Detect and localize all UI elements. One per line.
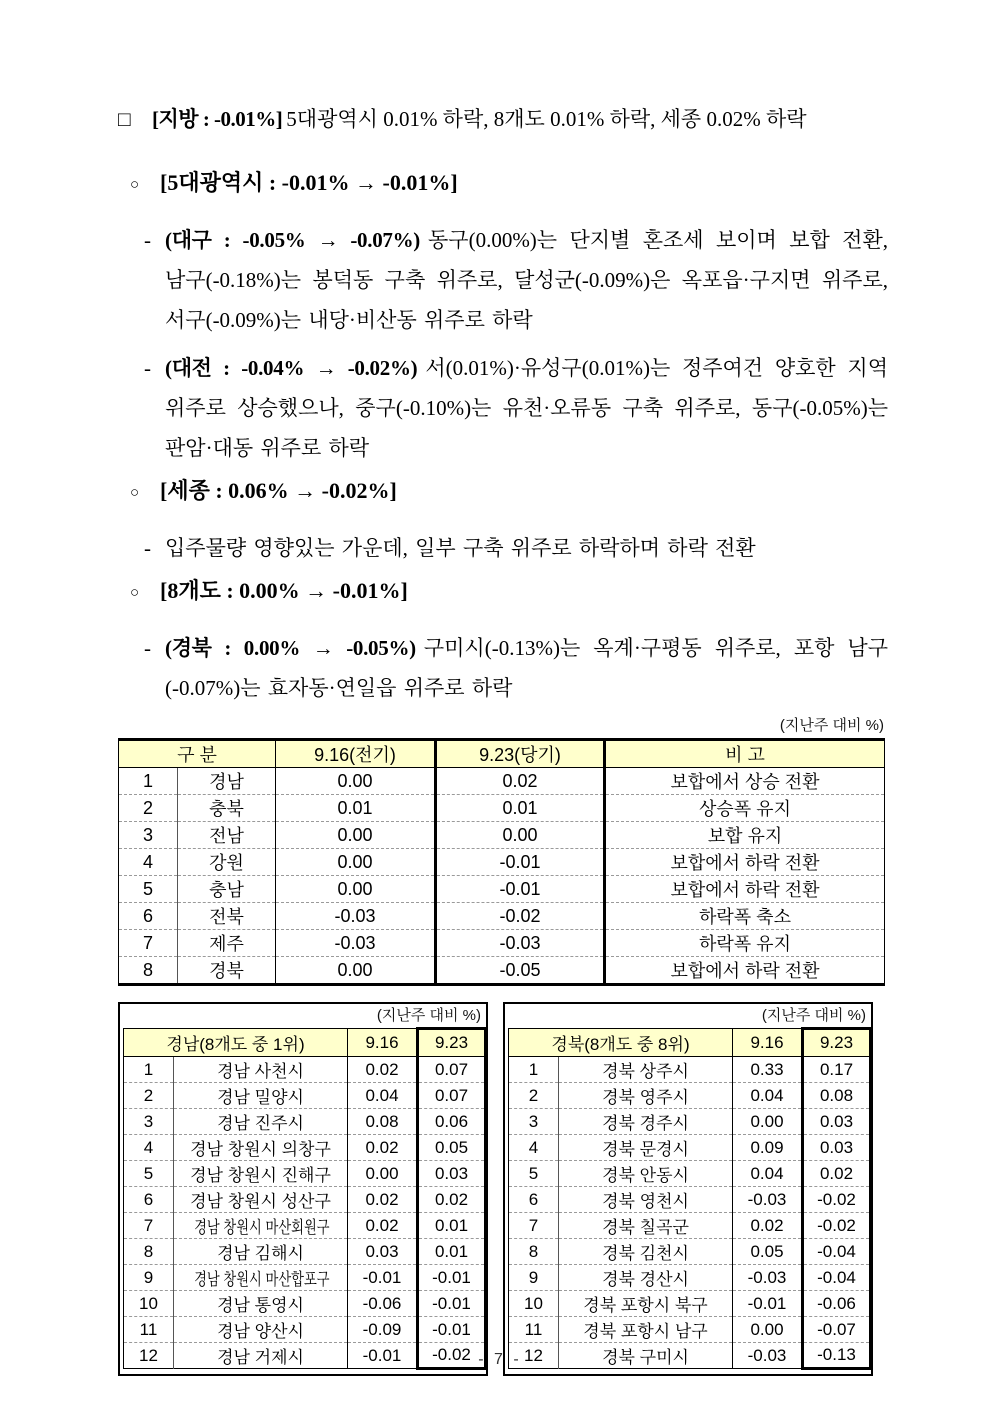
rank-cell-region <box>559 1135 733 1161</box>
summary-row <box>119 768 885 795</box>
square-bullet-icon: □ <box>118 107 131 131</box>
rank-cell-prev: 0.02 <box>348 1135 418 1161</box>
rank-cell-rank: 4 <box>509 1135 559 1161</box>
unit-note-gyeongbuk: (지난주 대비 %) <box>761 1007 866 1024</box>
rank-cell-region-text: 경남 창원시 마산회원구 <box>194 1218 330 1237</box>
rank-cell-region-text: 경북 경주시 <box>602 1114 689 1133</box>
rank-cell-rank: 5 <box>509 1161 559 1187</box>
rank-cell-region-text: 경북 안동시 <box>602 1166 689 1185</box>
rank-cell-region-text: 경남 진주시 <box>217 1114 304 1133</box>
rank-cell-prev: -0.01 <box>348 1343 418 1369</box>
rank-cell-rank: 7 <box>124 1213 174 1239</box>
rank-cell-curr: -0.01 <box>418 1291 486 1317</box>
rank-cell-curr: 0.03 <box>803 1135 871 1161</box>
summary-cell-prev: -0.03 <box>276 903 436 930</box>
summary-cell-remark: 상승폭 유지 <box>605 795 885 822</box>
rank-cell-region <box>559 1265 733 1291</box>
rank-cell-rank: 2 <box>124 1083 174 1109</box>
rank-cell-rank: 4 <box>124 1135 174 1161</box>
rank-row <box>509 1291 871 1317</box>
summary-cell-remark: 하락폭 축소 <box>605 903 885 930</box>
rank-row <box>509 1239 871 1265</box>
rank-cell-region <box>174 1187 348 1213</box>
rank-cell-rank: 9 <box>509 1265 559 1291</box>
rank-header-curr: 9.23 <box>418 1029 486 1057</box>
rank-header-title: 경남(8개도 중 1위) <box>124 1029 348 1057</box>
rank-cell-curr: 0.08 <box>803 1083 871 1109</box>
summary-cell-region: 경남 <box>178 768 276 795</box>
rank-row <box>509 1187 871 1213</box>
rank-cell-curr: 0.03 <box>418 1161 486 1187</box>
rank-cell-rank: 8 <box>509 1239 559 1265</box>
rank-cell-region-text: 경북 구미시 <box>602 1348 689 1367</box>
bullet-5metro <box>118 168 888 198</box>
rank-header-row <box>509 1029 871 1057</box>
summary-row <box>119 795 885 822</box>
rank-cell-region-text: 경북 영천시 <box>602 1192 689 1211</box>
unit-note-summary: (지난주 대비 %) <box>779 717 884 734</box>
summary-cell-curr: -0.01 <box>436 849 605 876</box>
bullet-daejeon-text: 서(0.01%)·유성구(0.01%)는 정주여건 양호한 지역 위주로 상승했으나, 중구(-0.10%)는 유천·오류동 구축 위주로, 동구(-0.05%)는 판암·대동 위주로 하락 <box>165 356 888 460</box>
summary-row <box>119 957 885 985</box>
rank-cell-prev: 0.04 <box>348 1083 418 1109</box>
summary-header-prev: 9.16(전기) <box>276 740 436 768</box>
rank-row <box>509 1135 871 1161</box>
rank-cell-curr: -0.04 <box>803 1239 871 1265</box>
rank-cell-region <box>559 1161 733 1187</box>
rank-row <box>124 1317 486 1343</box>
summary-cell-prev: 0.00 <box>276 768 436 795</box>
rank-cell-region <box>559 1187 733 1213</box>
summary-cell-prev: 0.01 <box>276 795 436 822</box>
rank-table-gyeongnam-body <box>124 1057 486 1369</box>
summary-cell-rank: 3 <box>119 822 178 849</box>
rank-cell-region <box>174 1265 348 1291</box>
summary-row <box>119 849 885 876</box>
summary-cell-curr: -0.03 <box>436 930 605 957</box>
summary-cell-curr: -0.01 <box>436 876 605 903</box>
rank-cell-prev: -0.01 <box>733 1291 803 1317</box>
rank-cell-rank: 12 <box>124 1343 174 1369</box>
rank-cell-curr: 0.07 <box>418 1083 486 1109</box>
rank-cell-region <box>559 1083 733 1109</box>
summary-table <box>118 738 885 986</box>
rank-row <box>124 1135 486 1161</box>
rank-cell-region-text: 경북 포항시 남구 <box>583 1322 708 1341</box>
rank-cell-curr: -0.07 <box>803 1317 871 1343</box>
rank-header-prev: 9.16 <box>348 1029 418 1057</box>
rank-cell-rank: 9 <box>124 1265 174 1291</box>
rank-box-gyeongnam <box>118 1002 488 1376</box>
bullet-8provinces-text: [8개도 : 0.00% → -0.01%] <box>160 578 408 603</box>
bullet-daegu-lead: (대구 : -0.05% → -0.07%) <box>165 228 420 252</box>
rank-table-gyeongnam-header <box>124 1029 486 1057</box>
rank-cell-region-text: 경남 창원시 성산구 <box>190 1192 331 1211</box>
rank-cell-prev: 0.05 <box>733 1239 803 1265</box>
rank-cell-rank: 5 <box>124 1161 174 1187</box>
rank-table-gyeongbuk-header <box>509 1029 871 1057</box>
summary-cell-remark: 보합에서 상승 전환 <box>605 768 885 795</box>
summary-cell-region: 전북 <box>178 903 276 930</box>
rank-row <box>509 1161 871 1187</box>
summary-cell-remark: 하락폭 유지 <box>605 930 885 957</box>
bullet-daejeon <box>118 348 888 468</box>
rank-cell-prev: -0.01 <box>348 1265 418 1291</box>
bullet-8provinces <box>118 576 888 606</box>
summary-header-remark: 비 고 <box>605 740 885 768</box>
summary-cell-remark: 보합에서 하락 전환 <box>605 876 885 903</box>
summary-header-row <box>119 740 885 768</box>
rank-cell-prev: 0.00 <box>733 1317 803 1343</box>
rank-cell-region <box>559 1057 733 1083</box>
bullet-gyeongbuk <box>118 628 888 708</box>
rank-cell-curr: 0.01 <box>418 1239 486 1265</box>
rank-cell-rank: 8 <box>124 1239 174 1265</box>
rank-cell-curr: -0.01 <box>418 1265 486 1291</box>
bullet-sejong-detail <box>118 528 888 568</box>
rank-cell-rank: 11 <box>124 1317 174 1343</box>
summary-cell-rank: 2 <box>119 795 178 822</box>
rank-cell-prev: -0.03 <box>733 1343 803 1369</box>
summary-cell-rank: 8 <box>119 957 178 985</box>
rank-cell-region-text: 경북 경산시 <box>602 1270 689 1289</box>
rank-cell-prev: 0.33 <box>733 1057 803 1083</box>
bullet-gyeongbuk-lead: (경북 : 0.00% → -0.05%) <box>165 636 416 660</box>
rank-cell-region <box>174 1317 348 1343</box>
summary-header-curr: 9.23(당기) <box>436 740 605 768</box>
rank-cell-prev: 0.02 <box>733 1213 803 1239</box>
dash-bullet-icon: - <box>144 356 151 380</box>
rank-cell-region-text: 경남 통영시 <box>217 1296 304 1315</box>
rank-cell-region <box>174 1213 348 1239</box>
summary-row <box>119 876 885 903</box>
summary-cell-remark: 보합에서 하락 전환 <box>605 849 885 876</box>
rank-cell-prev: 0.00 <box>348 1161 418 1187</box>
rank-cell-region-text: 경북 칠곡군 <box>602 1218 689 1237</box>
rank-cell-prev: 0.02 <box>348 1187 418 1213</box>
rank-cell-prev: 0.02 <box>348 1057 418 1083</box>
rank-cell-prev: 0.08 <box>348 1109 418 1135</box>
bullet-sejong-detail-text: 입주물량 영향있는 가운데, 일부 구축 위주로 하락하며 하락 전환 <box>165 536 756 560</box>
rank-row <box>124 1057 486 1083</box>
rank-cell-curr: 0.03 <box>803 1109 871 1135</box>
rank-cell-rank: 3 <box>509 1109 559 1135</box>
bullet-daegu <box>118 220 888 340</box>
rank-tables-row <box>118 1002 884 1376</box>
summary-cell-region: 강원 <box>178 849 276 876</box>
rank-cell-region <box>559 1109 733 1135</box>
circle-bullet-icon: ○ <box>130 585 140 601</box>
rank-cell-rank: 6 <box>124 1187 174 1213</box>
rank-cell-region <box>559 1213 733 1239</box>
rank-table-gyeongbuk <box>508 1027 872 1370</box>
rank-cell-rank: 3 <box>124 1109 174 1135</box>
page-number: - 7 - <box>478 1351 522 1368</box>
rank-cell-rank: 2 <box>509 1083 559 1109</box>
rank-cell-region-text: 경남 김해시 <box>217 1244 304 1263</box>
summary-cell-prev: 0.00 <box>276 849 436 876</box>
heading-region-rest: 5대광역시 0.01% 하락, 8개도 0.01% 하락, 세종 0.02% 하락 <box>286 107 807 131</box>
rank-header-curr: 9.23 <box>803 1029 871 1057</box>
rank-cell-region-text: 경남 사천시 <box>217 1062 304 1081</box>
rank-cell-region-text: 경북 상주시 <box>602 1062 689 1081</box>
summary-cell-prev: 0.00 <box>276 822 436 849</box>
dash-bullet-icon: - <box>144 536 151 560</box>
rank-cell-region <box>174 1083 348 1109</box>
summary-table-body <box>119 768 885 985</box>
rank-row <box>124 1239 486 1265</box>
bullet-sejong-text: [세종 : 0.06% → -0.02%] <box>160 478 397 503</box>
rank-cell-prev: 0.04 <box>733 1083 803 1109</box>
summary-cell-curr: 0.02 <box>436 768 605 795</box>
heading-region <box>118 104 888 134</box>
rank-row <box>124 1187 486 1213</box>
summary-cell-region: 충남 <box>178 876 276 903</box>
summary-cell-rank: 6 <box>119 903 178 930</box>
summary-table-header <box>119 740 885 768</box>
summary-row <box>119 930 885 957</box>
summary-cell-remark: 보합에서 하락 전환 <box>605 957 885 985</box>
summary-cell-remark: 보합 유지 <box>605 822 885 849</box>
summary-cell-rank: 4 <box>119 849 178 876</box>
rank-cell-rank: 10 <box>509 1291 559 1317</box>
rank-cell-region-text: 경북 김천시 <box>602 1244 689 1263</box>
rank-cell-rank: 7 <box>509 1213 559 1239</box>
rank-cell-prev: -0.03 <box>733 1265 803 1291</box>
rank-cell-region <box>174 1109 348 1135</box>
rank-cell-curr: 0.06 <box>418 1109 486 1135</box>
rank-cell-prev: -0.03 <box>733 1187 803 1213</box>
summary-cell-region: 제주 <box>178 930 276 957</box>
rank-cell-region <box>174 1135 348 1161</box>
bullet-daejeon-lead: (대전 : -0.04% → -0.02%) <box>165 356 418 380</box>
rank-cell-curr: -0.01 <box>418 1317 486 1343</box>
rank-row <box>124 1083 486 1109</box>
bullet-gyeongbuk-text: 구미시(-0.13%)는 옥계·구평동 위주로, 포항 남구(-0.07%)는 효자동·연일읍 위주로 하락 <box>165 636 889 700</box>
rank-cell-region <box>559 1239 733 1265</box>
rank-cell-prev: -0.06 <box>348 1291 418 1317</box>
summary-row <box>119 822 885 849</box>
rank-row <box>509 1265 871 1291</box>
summary-cell-curr: 0.00 <box>436 822 605 849</box>
rank-row <box>124 1109 486 1135</box>
rank-cell-region <box>174 1161 348 1187</box>
bullet-sejong <box>118 476 888 506</box>
dash-bullet-icon: - <box>144 228 151 252</box>
rank-cell-curr: 0.17 <box>803 1057 871 1083</box>
rank-table-gyeongbuk-body <box>509 1057 871 1369</box>
rank-row <box>124 1161 486 1187</box>
rank-cell-prev: -0.09 <box>348 1317 418 1343</box>
summary-cell-prev: -0.03 <box>276 930 436 957</box>
rank-cell-rank: 10 <box>124 1291 174 1317</box>
rank-row <box>124 1213 486 1239</box>
bullet-5metro-text: [5대광역시 : -0.01% → -0.01%] <box>160 170 458 195</box>
rank-cell-region <box>174 1239 348 1265</box>
rank-cell-prev: 0.00 <box>733 1109 803 1135</box>
heading-region-bold: [지방 : -0.01%] <box>152 107 283 131</box>
rank-row <box>509 1213 871 1239</box>
circle-bullet-icon: ○ <box>130 485 140 501</box>
rank-header-title: 경북(8개도 중 8위) <box>509 1029 733 1057</box>
rank-cell-region-text: 경남 창원시 마산합포구 <box>194 1270 330 1289</box>
rank-box-gyeongbuk <box>503 1002 873 1376</box>
summary-cell-rank: 1 <box>142 770 153 791</box>
rank-cell-curr: 0.02 <box>418 1187 486 1213</box>
rank-cell-region-text: 경북 문경시 <box>602 1140 689 1159</box>
rank-cell-region-text: 경남 창원시 진해구 <box>190 1166 331 1185</box>
rank-row <box>509 1057 871 1083</box>
summary-cell-curr: 0.01 <box>436 795 605 822</box>
rank-cell-curr: -0.04 <box>803 1265 871 1291</box>
rank-header-row <box>124 1029 486 1057</box>
summary-cell-prev: 0.00 <box>276 876 436 903</box>
rank-cell-curr: 0.01 <box>418 1213 486 1239</box>
rank-cell-region-text: 경북 포항시 북구 <box>583 1296 708 1315</box>
rank-cell-prev: 0.03 <box>348 1239 418 1265</box>
summary-row <box>119 903 885 930</box>
rank-cell-curr: -0.02 <box>803 1213 871 1239</box>
rank-row <box>509 1083 871 1109</box>
rank-cell-region-text: 경남 밀양시 <box>217 1088 304 1107</box>
rank-cell-curr: -0.02 <box>803 1187 871 1213</box>
rank-cell-curr: -0.06 <box>803 1291 871 1317</box>
rank-cell-region-text: 경남 거제시 <box>217 1348 304 1367</box>
rank-cell-region-text: 경남 양산시 <box>217 1322 304 1341</box>
rank-cell-curr: -0.13 <box>803 1343 871 1369</box>
summary-cell-prev: 0.00 <box>276 957 436 985</box>
summary-cell-curr: -0.05 <box>436 957 605 985</box>
rank-cell-prev: 0.04 <box>733 1161 803 1187</box>
rank-cell-region <box>174 1291 348 1317</box>
summary-header-group: 구 분 <box>119 740 276 768</box>
summary-cell-curr: -0.02 <box>436 903 605 930</box>
rank-row <box>509 1317 871 1343</box>
summary-cell-rank: 5 <box>119 876 178 903</box>
rank-cell-curr: -0.02 <box>418 1343 486 1369</box>
summary-cell-region: 충북 <box>178 795 276 822</box>
rank-cell-curr: 0.02 <box>803 1161 871 1187</box>
rank-cell-curr: 0.07 <box>418 1057 486 1083</box>
rank-cell-region <box>559 1317 733 1343</box>
rank-row <box>124 1291 486 1317</box>
rank-table-gyeongnam <box>123 1027 487 1370</box>
rank-header-prev: 9.16 <box>733 1029 803 1057</box>
rank-row <box>124 1265 486 1291</box>
bullet-daegu-text: 동구(0.00%)는 단지별 혼조세 보이며 보합 전환, 남구(-0.18%)는 봉덕동 구축 위주로, 달성군(-0.09%)은 옥포읍·구지면 위주로, 서구(-0.09%)는 내당·비산동 위주로 하락 <box>165 228 888 332</box>
circle-bullet-icon: ○ <box>130 177 140 193</box>
summary-cell-region: 전남 <box>178 822 276 849</box>
dash-bullet-icon: - <box>144 636 151 660</box>
rank-row <box>509 1109 871 1135</box>
summary-cell-rank: 7 <box>119 930 178 957</box>
rank-cell-prev: 0.02 <box>348 1213 418 1239</box>
rank-cell-region <box>559 1291 733 1317</box>
rank-cell-curr: 0.05 <box>418 1135 486 1161</box>
rank-cell-rank: 1 <box>528 1059 539 1079</box>
rank-cell-rank: 12 <box>509 1343 559 1369</box>
rank-cell-region-text: 경북 영주시 <box>602 1088 689 1107</box>
rank-cell-rank: 1 <box>143 1059 154 1079</box>
unit-note-gyeongnam: (지난주 대비 %) <box>376 1007 481 1024</box>
rank-cell-region-text: 경남 창원시 의창구 <box>190 1140 331 1159</box>
rank-cell-region <box>174 1057 348 1083</box>
rank-cell-rank: 11 <box>509 1317 559 1343</box>
summary-cell-region: 경북 <box>178 957 276 985</box>
rank-cell-prev: 0.09 <box>733 1135 803 1161</box>
rank-cell-rank: 6 <box>509 1187 559 1213</box>
